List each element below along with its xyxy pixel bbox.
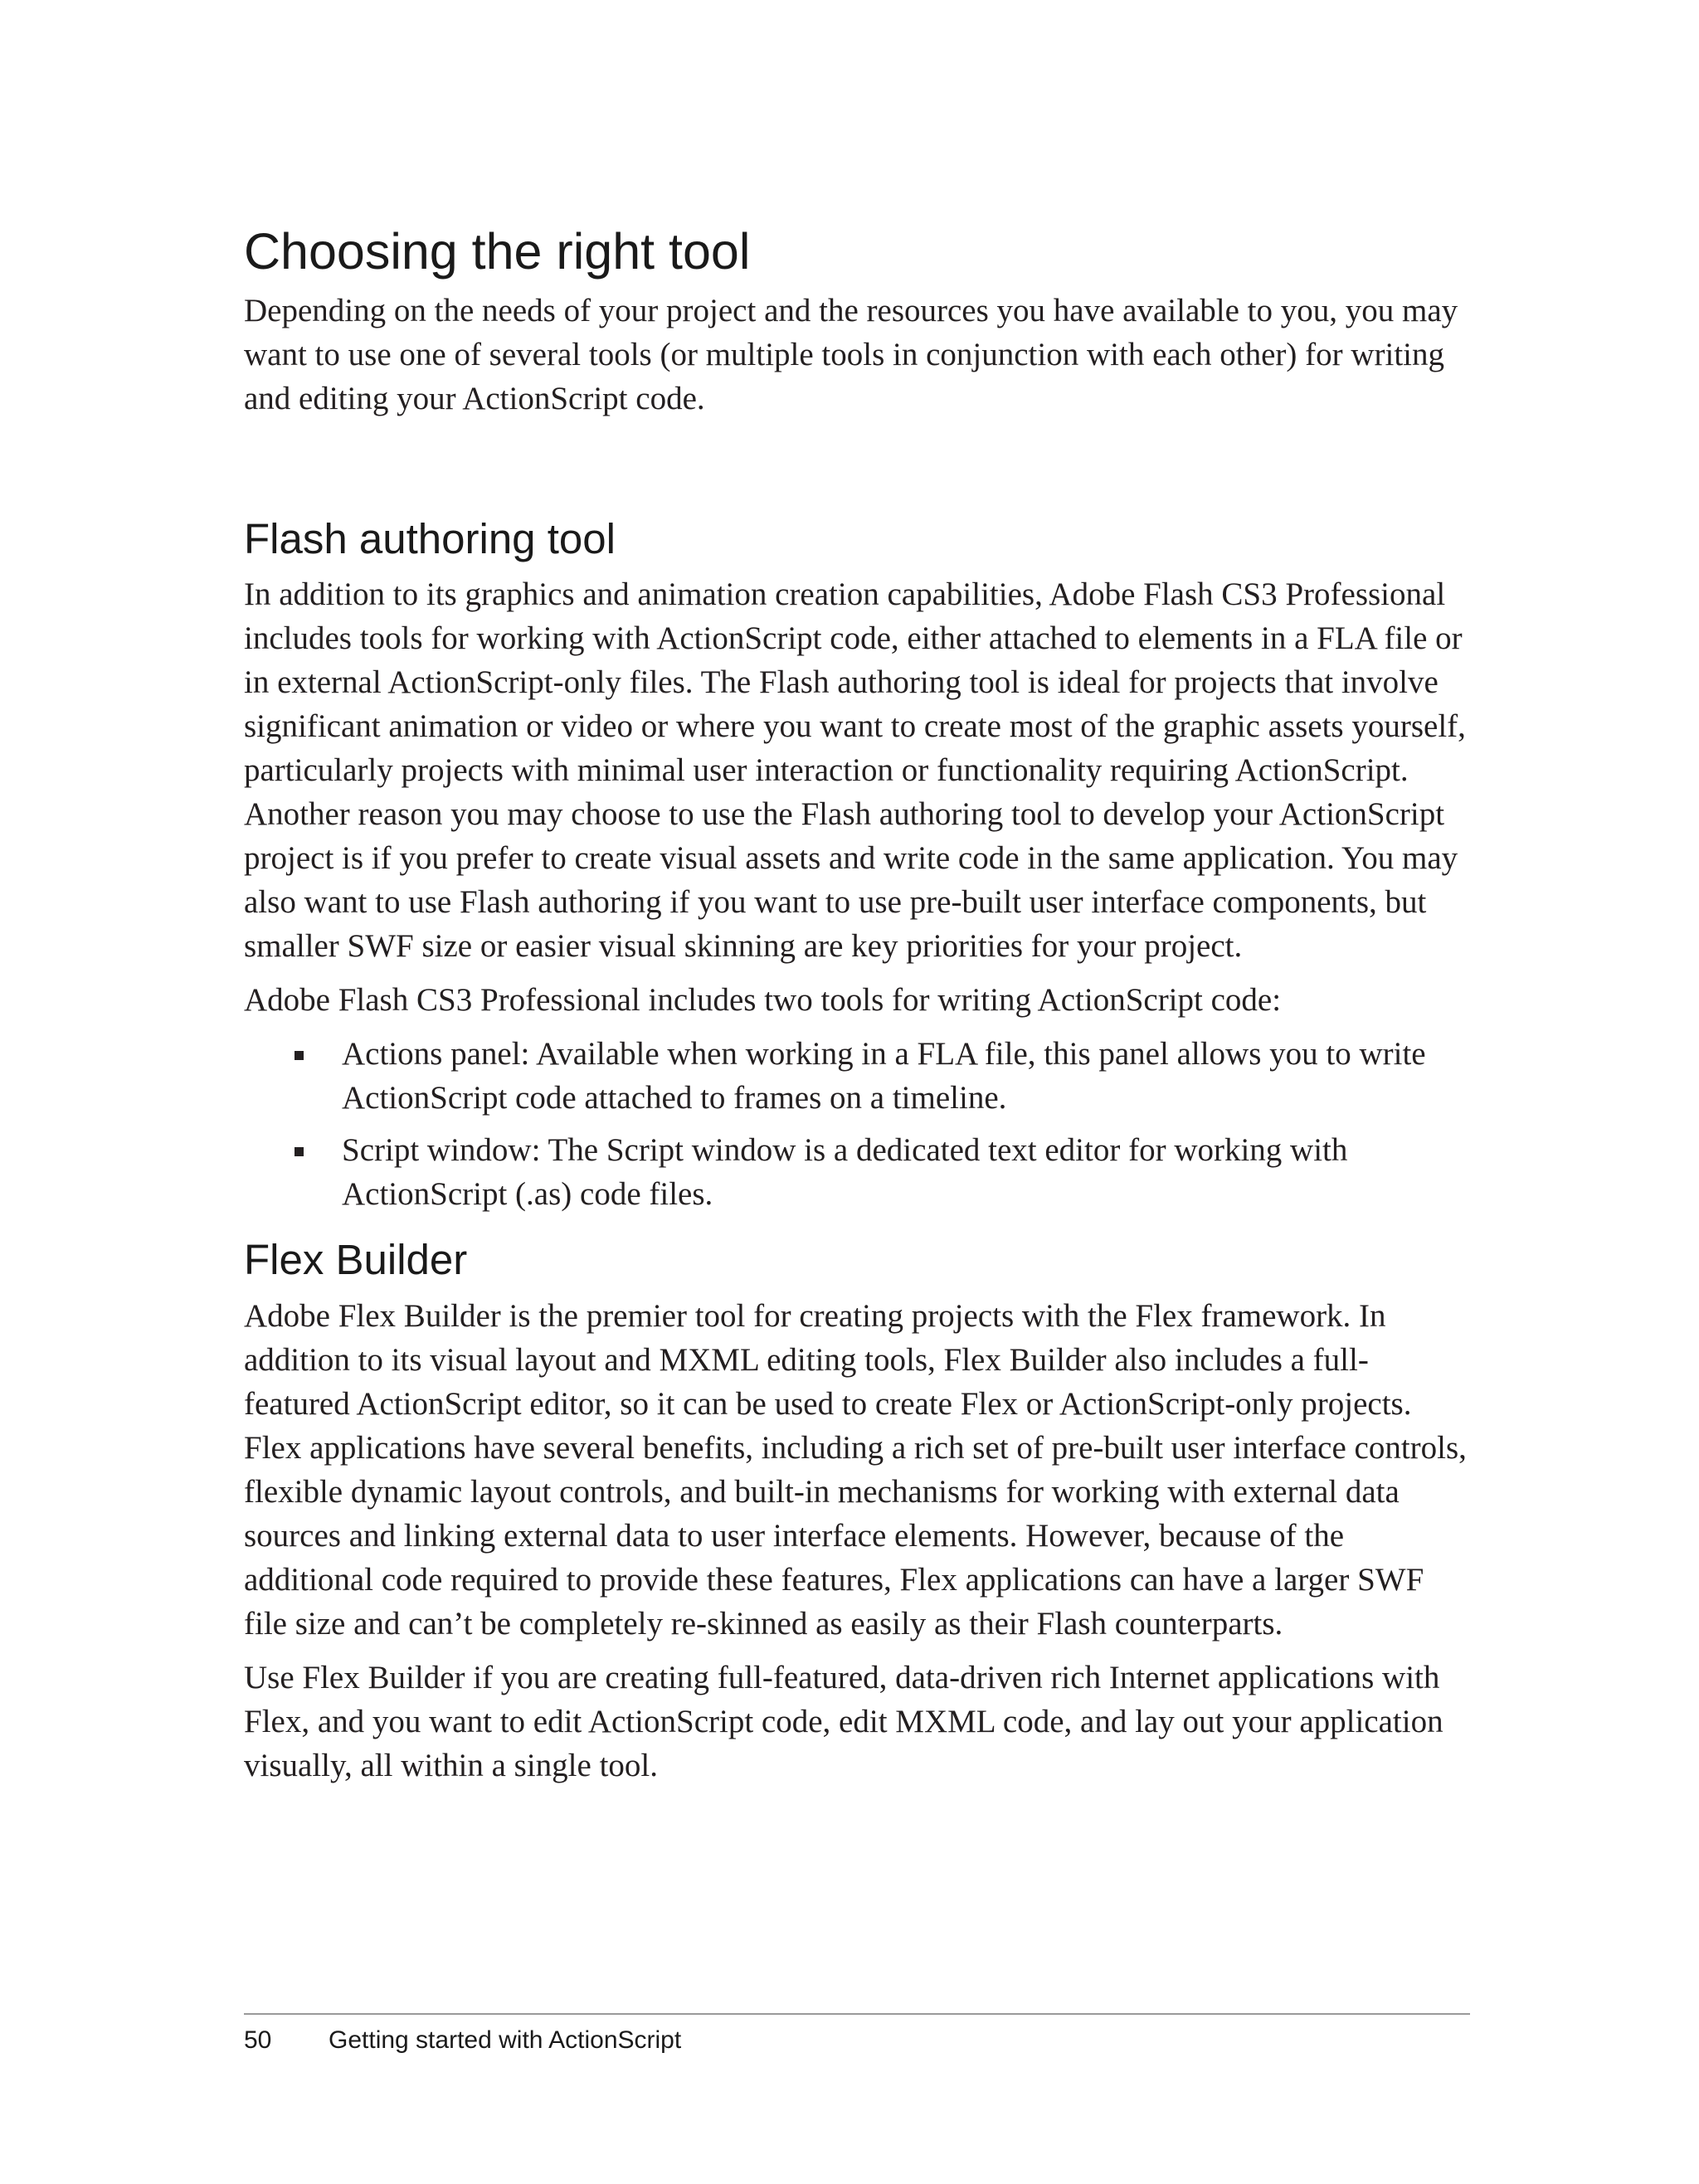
list-item-text: Script window: The Script window is a dedicated text editor for working with ActionScript (.as) code files. <box>342 1132 1348 1213</box>
list-item-text: Actions panel: Available when working in a FLA file, this panel allows you to write ActionScript code attached to frames on a timeline. <box>342 1036 1426 1116</box>
flex-paragraph-1: Adobe Flex Builder is the premier tool for creating projects with the Flex framework. In addition to its visual layout and MXML editing tools, Flex Builder also includes a full-featured ActionScript editor, so it can be used to create Flex or ActionScript-only projects. Flex applications have several benefits, including a rich set of pre-built user interface controls, flexible dynamic layout controls, and built-in mechanisms for working with external data sources and linking external data to user interface elements. However, because of the additional code required to provide these features, Flex applications can have a larger SWF file size and can’t be completely re-skinned as easily as their Flash counterparts. <box>244 1297 1467 1642</box>
list-item <box>244 1128 1470 1216</box>
intro-paragraph: Depending on the needs of your project and the resources you have available to you, you may want to use one of several tools (or multiple tools in conjunction with each other) for writing and editing your ActionScript code. <box>244 293 1458 417</box>
flash-paragraph-1: In addition to its graphics and animation creation capabilities, Adobe Flash CS3 Professional includes tools for working with ActionScript code, either attached to elements in a FLA file or in external ActionScript-only files. The Flash authoring tool is ideal for projects that involve significant animation or video or where you want to create most of the graphic assets yourself, particularly projects with minimal user interaction or functionality requiring ActionScript. Another reason you may choose to use the Flash authoring tool to develop your ActionScript project is if you prefer to create visual assets and write code in the same application. You may also want to use Flash authoring if you want to use pre-built user interface components, but smaller SWF size or easier visual skinning are key priorities for your project. <box>244 576 1466 965</box>
bullet-square-icon <box>295 1051 304 1060</box>
flash-tools-list <box>244 1032 1470 1216</box>
section-title: Choosing the right tool <box>244 223 751 280</box>
flash-paragraph-2: Adobe Flash CS3 Professional includes two tools for writing ActionScript code: <box>244 982 1282 1019</box>
flex-paragraph-2: Use Flex Builder if you are creating full-featured, data-driven rich Internet applications with Flex, and you want to edit ActionScript code, edit MXML code, and lay out your application visually, all within a single tool. <box>244 1659 1443 1783</box>
page-footer <box>244 2024 681 2057</box>
page-number: 50 <box>244 2026 272 2054</box>
bullet-square-icon <box>295 1147 304 1156</box>
list-item <box>244 1032 1470 1120</box>
flex-heading: Flex Builder <box>244 1236 468 1284</box>
footer-divider <box>244 2013 1470 2015</box>
chapter-title: Getting started with ActionScript <box>329 2026 682 2054</box>
page-content <box>244 222 1470 1797</box>
flash-heading: Flash authoring tool <box>244 515 616 563</box>
